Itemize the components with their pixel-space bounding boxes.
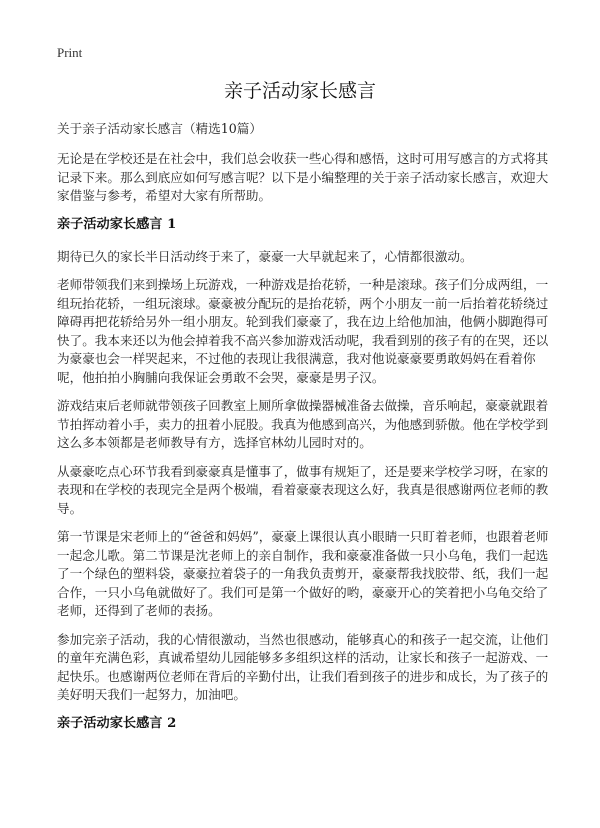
section-1-paragraph-1: 期待已久的家长半日活动终于来了，豪豪一大早就起来了，心情都很激动。 bbox=[57, 248, 473, 264]
section-1-paragraph-2: 老师带领我们来到操场上玩游戏，一种游戏是抬花轿，一种是滚球。孩子们分成两组，一组玩抬花轿，一组玩滚球。豪豪被分配玩的是抬花轿，两个小朋友一前一后抬着花轿绕过障碍再把花轿给另外一组小朋友。轮到我们豪豪了，我在边上给他加油，他俩小脚跑得可快了。我本来还以为他会掉着我不高兴参加游戏活动呢，我看到别的孩子有的在哭，还以为豪豪也会一样哭起来，不过他的表现让我很满意，我对他说豪豪要勇敢妈妈在看着你呢，他拍拍小胸脯向我保证会勇敢不会哭，豪豪是男子汉。 bbox=[57, 277, 549, 385]
print-link[interactable]: Print bbox=[57, 45, 83, 60]
page-title: 亲子活动家长感言 bbox=[223, 80, 376, 102]
intro-paragraph: 无论是在学校还是在社会中，我们总会收获一些心得和感悟，这时可用写感言的方式将其记录下来。那么到底应如何写感言呢？以下是小编整理的关于亲子活动家长感言，欢迎大家借鉴与参考，希望对大家有所帮助。 bbox=[57, 151, 549, 203]
section-1-paragraph-6: 参加完亲子活动，我的心情很激动，当然也很感动，能够真心的和孩子一起交流，让他们的童年充满色彩，真诚希望幼儿园能够多多组织这样的活动，让家长和孩子一起游戏、一起快乐。也感谢两位老师在背后的辛勤付出，让我们看到孩子的进步和成长，为了孩子的美好明天我们一起努力，加油吧。 bbox=[57, 631, 549, 702]
article-subtitle: 关于亲子活动家长感言（精选10篇） bbox=[57, 121, 262, 136]
section-1-paragraph-4: 从豪豪吃点心环节我看到豪豪真是懂事了，做事有规矩了，还是要来学校学习呀，在家的表现和在学校的表现完全是两个极端，看着豪豪表现这么好，我真是很感谢两位老师的教导。 bbox=[57, 463, 549, 516]
section-1-paragraph-3: 游戏结束后老师就带领孩子回教室上厕所拿做操器械准备去做操，音乐响起，豪豪就跟着节拍挥动着小手，卖力的扭着小屁股。我真为他感到高兴，为他感到骄傲。他在学校学到这么多本领都是老师教导有方，选择官林幼儿园时对的。 bbox=[57, 398, 549, 450]
section-heading-1: 亲子活动家长感言 1 bbox=[57, 216, 177, 232]
section-heading-2: 亲子活动家长感言 2 bbox=[57, 715, 177, 731]
section-1-paragraph-5: 第一节课是宋老师上的“爸爸和妈妈”，豪豪上课很认真小眼睛一只盯着老师，也跟着老师一起念儿歌。第二节课是沈老师上的亲自制作，我和豪豪准备做一只小乌龟，我们一起选了一个绿色的塑料袋，豪豪拉着袋子的一角我负责剪开，豪豪帮我找胶带、纸，我们一起合作，一只小乌龟就做好了。我们可是第一个做好的哟，豪豪开心的笑着把小乌龟交给了老师，还得到了老师的表扬。 bbox=[57, 529, 549, 618]
article-body bbox=[57, 120, 557, 747]
